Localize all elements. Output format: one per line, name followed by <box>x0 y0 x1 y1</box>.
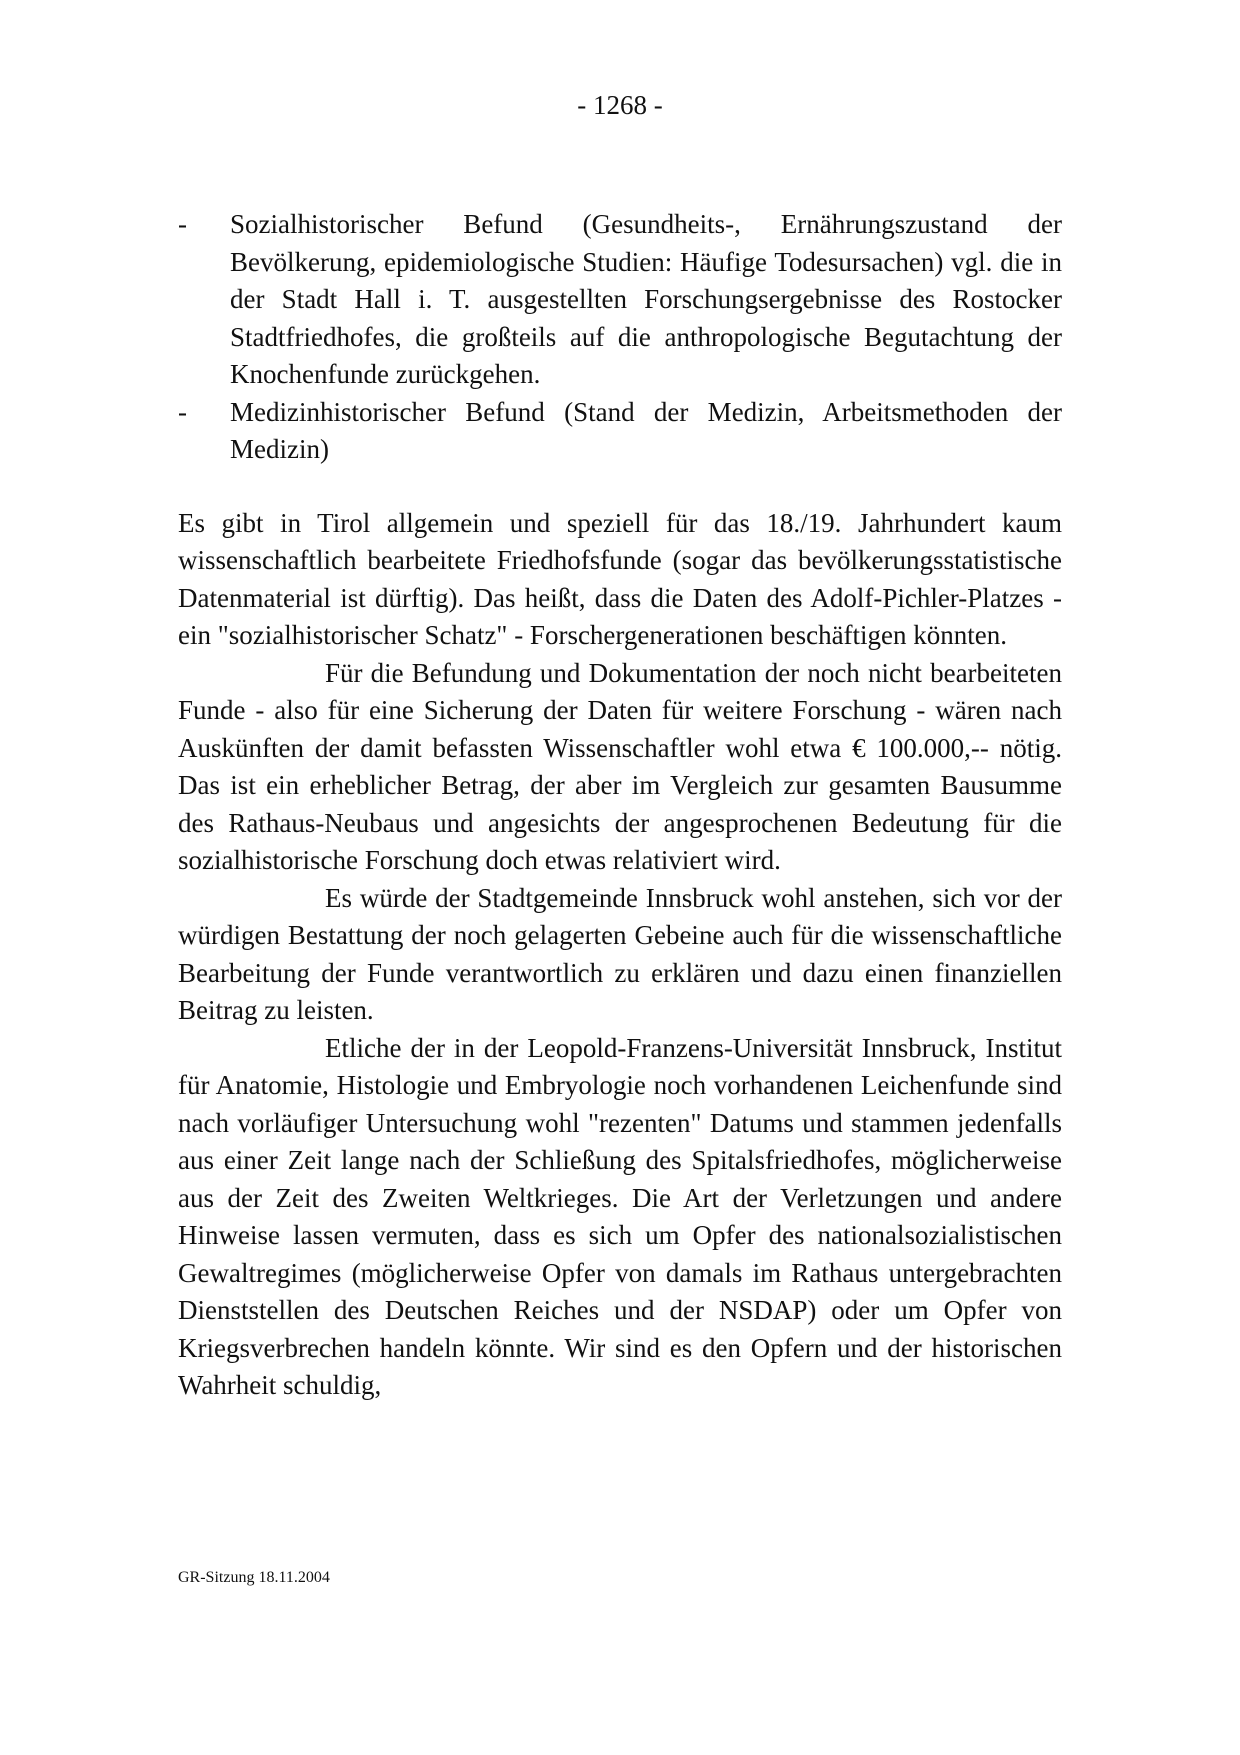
paragraph-recent-remains: Etliche der in der Leopold-Franzens-Universität Innsbruck, Institut für Anatomie, Histologie und Embryologie noch vorhandenen Leichenfunde sind nach vorläufiger Untersuchung wohl "rezenten" Datums und stammen jedenfalls aus einer Zeit lange nach der Schließung des Spitalsfriedhofes, möglicherweise aus der Zeit des Zweiten Weltkrieges. Die Art der Verletzungen und andere Hinweise lassen vermuten, dass es sich um Opfer des nationalsozialistischen Gewaltregimes (möglicherweise Opfer von damals im Rathaus untergebrachten Dienststellen des Deutschen Reiches und der NSDAP) oder um Opfer von Kriegsverbrechen handeln könnte. Wir sind es den Opfern und der historischen Wahrheit schuldig, <box>178 1032 1062 1400</box>
bullet-text: Sozialhistorischer Befund (Gesundheits-, Ernährungszustand der Bevölkerung, epidemiologische Studien: Häufige Todesursachen) vgl. die in der Stadt Hall i. T. ausgestellten Forschungsergebnisse des Rostocker Stadtfriedhofes, die großteils auf die anthropologische Begutachtung der Knochenfunde zurückgehen. <box>230 209 1062 389</box>
bullet-item-medical-history <box>178 394 1062 469</box>
page-number: - 1268 - <box>577 90 663 120</box>
bullet-list <box>178 206 1062 469</box>
paragraph-documentation-costs: Für die Befundung und Dokumentation der noch nicht bearbeiteten Funde - also für eine Sicherung der Daten für weitere Forschung - wären nach Auskünften der damit befassten Wissenschaftler wohl etwa € 100.000,-- nötig. Das ist ein erheblicher Betrag, der aber im Vergleich zur gesamten Bausumme des Rathaus-Neubaus und angesichts der angesprochenen Bedeutung für die sozialhistorische Forschung doch etwas relativiert wird. <box>178 657 1062 875</box>
bullet-item-social-history <box>178 206 1062 394</box>
bullet-text: Medizinhistorischer Befund (Stand der Medizin, Arbeitsmethoden der Medizin) <box>230 396 1062 464</box>
footer-session-date: GR-Sitzung 18.11.2004 <box>178 1569 330 1586</box>
bullet-dash: - <box>178 396 187 427</box>
bullet-dash: - <box>178 209 187 239</box>
paragraph-tirol-findings: Es gibt in Tirol allgemein und speziell für das 18./19. Jahrhundert kaum wissenschaftlich bearbeitete Friedhofsfunde (sogar das bevölkerungsstatistische Datenmaterial ist dürftig). Das heißt, dass die Daten des Adolf-Pichler-Platzes - ein "sozialhistorischer Schatz" - Forschergenerationen beschäftigen könnten. <box>178 507 1062 650</box>
paragraph-city-responsibility: Es würde der Stadtgemeinde Innsbruck wohl anstehen, sich vor der würdigen Bestattung der noch gelagerten Gebeine auch für die wissenschaftliche Bearbeitung der Funde verantwortlich zu erklären und dazu einen finanziellen Beitrag zu leisten. <box>178 882 1062 1025</box>
body-content <box>178 206 1062 1405</box>
